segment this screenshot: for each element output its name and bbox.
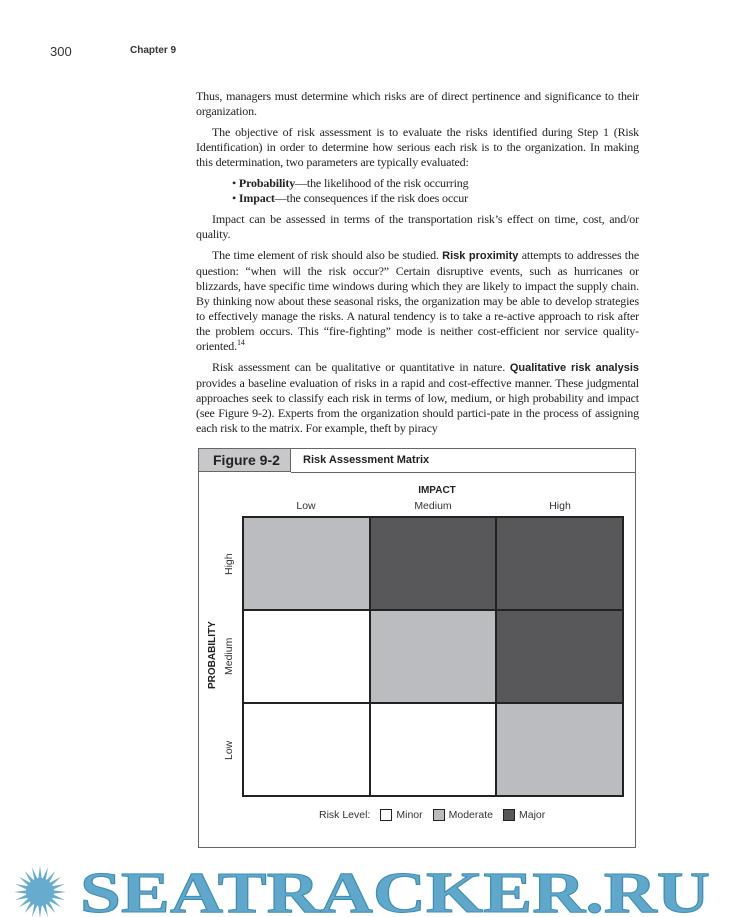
legend-label: Major bbox=[518, 809, 546, 821]
chapter-header: Chapter 9 bbox=[130, 45, 177, 56]
page-number: 300 bbox=[50, 44, 72, 59]
x-axis-title: IMPACT bbox=[418, 485, 456, 496]
column-label: Low bbox=[296, 500, 316, 512]
term: Impact bbox=[238, 191, 275, 205]
matrix-grid bbox=[242, 516, 624, 797]
footnote-ref: 14 bbox=[236, 338, 245, 347]
paragraph bbox=[196, 248, 639, 354]
paragraph: Thus, managers must determine which risks are of direct pertinence and significance to their organization. bbox=[196, 89, 639, 118]
column-label: High bbox=[549, 500, 571, 512]
text: Risk assessment can be qualitative or quantitative in nature. bbox=[212, 360, 510, 374]
list-item bbox=[232, 191, 639, 206]
text: provides a baseline evaluation of risks in a rapid and cost-effective manner. These judgmental approaches seek to classify each risk in terms of low, medium, or high probability and impact (see Figure 9-2). Experts from the organization should partici-pate in the process of assigning each risk to the matrix. For example, theft by piracy bbox=[196, 376, 639, 435]
term: Probability bbox=[238, 176, 296, 190]
text: The time element of risk should also be studied. bbox=[212, 248, 443, 262]
matrix-cell-major bbox=[496, 610, 623, 703]
sun-logo-icon bbox=[14, 866, 66, 917]
figure-risk-matrix bbox=[198, 448, 636, 848]
legend-label: Moderate bbox=[448, 809, 493, 821]
legend-label: Minor bbox=[396, 809, 423, 821]
matrix-cell-minor bbox=[370, 703, 497, 796]
matrix-cell-major bbox=[370, 517, 497, 610]
text: attempts to addresses the question: “when will the risk occur?” Certain disruptive events, such as hurricanes or blizzards, have specific time windows during which they are likely to impact the supply chain. By thinking now about these seasonal risks, the organization may be able to develop strategies to effectively manage the risks. A natural tendency is to take a re-active approach to risk after the problem occurs. This “fire-fighting” mode is neither cost-efficient nor service quality-oriented. bbox=[196, 248, 640, 353]
figure-title: Risk Assessment Matrix bbox=[291, 449, 635, 473]
paragraph bbox=[196, 360, 639, 436]
matrix-cell-minor bbox=[243, 703, 370, 796]
watermark bbox=[0, 862, 732, 917]
content-column bbox=[196, 89, 639, 848]
list-item bbox=[232, 176, 639, 191]
definition: —the consequences if the risk does occur bbox=[274, 191, 468, 205]
body-text bbox=[196, 89, 639, 436]
key-term: Risk proximity bbox=[442, 250, 519, 262]
legend-swatch-minor bbox=[380, 809, 392, 821]
paragraph: The objective of risk assessment is to evaluate the risks identified during Step 1 (Risk Identification) in order to determine how serious each risk is to the organization. In making this determination, two parameters are typically evaluated: bbox=[196, 125, 639, 169]
matrix-cell-moderate bbox=[496, 703, 623, 796]
matrix-cell-minor bbox=[243, 610, 370, 703]
figure-label: Figure 9-2 bbox=[199, 449, 291, 472]
legend-title: Risk Level: bbox=[319, 809, 371, 821]
legend bbox=[319, 809, 545, 821]
watermark-text: SEATRACKER.RU bbox=[80, 862, 710, 917]
matrix-cell-moderate bbox=[370, 610, 497, 703]
row-label: Medium bbox=[223, 637, 235, 675]
definition: —the likelihood of the risk occurring bbox=[295, 176, 469, 190]
legend-swatch-major bbox=[503, 809, 515, 821]
matrix-cell-major bbox=[496, 517, 623, 610]
legend-swatch-moderate bbox=[433, 809, 445, 821]
column-label: Medium bbox=[414, 500, 452, 512]
matrix-cell-moderate bbox=[243, 517, 370, 610]
row-label: High bbox=[223, 553, 235, 575]
y-axis-title: PROBABILITY bbox=[207, 621, 218, 689]
row-label: Low bbox=[223, 740, 235, 760]
key-term: Qualitative risk analysis bbox=[509, 362, 639, 374]
paragraph: Impact can be assessed in terms of the transportation risk’s effect on time, cost, and/or quality. bbox=[196, 212, 639, 241]
bullet-list bbox=[196, 176, 639, 206]
